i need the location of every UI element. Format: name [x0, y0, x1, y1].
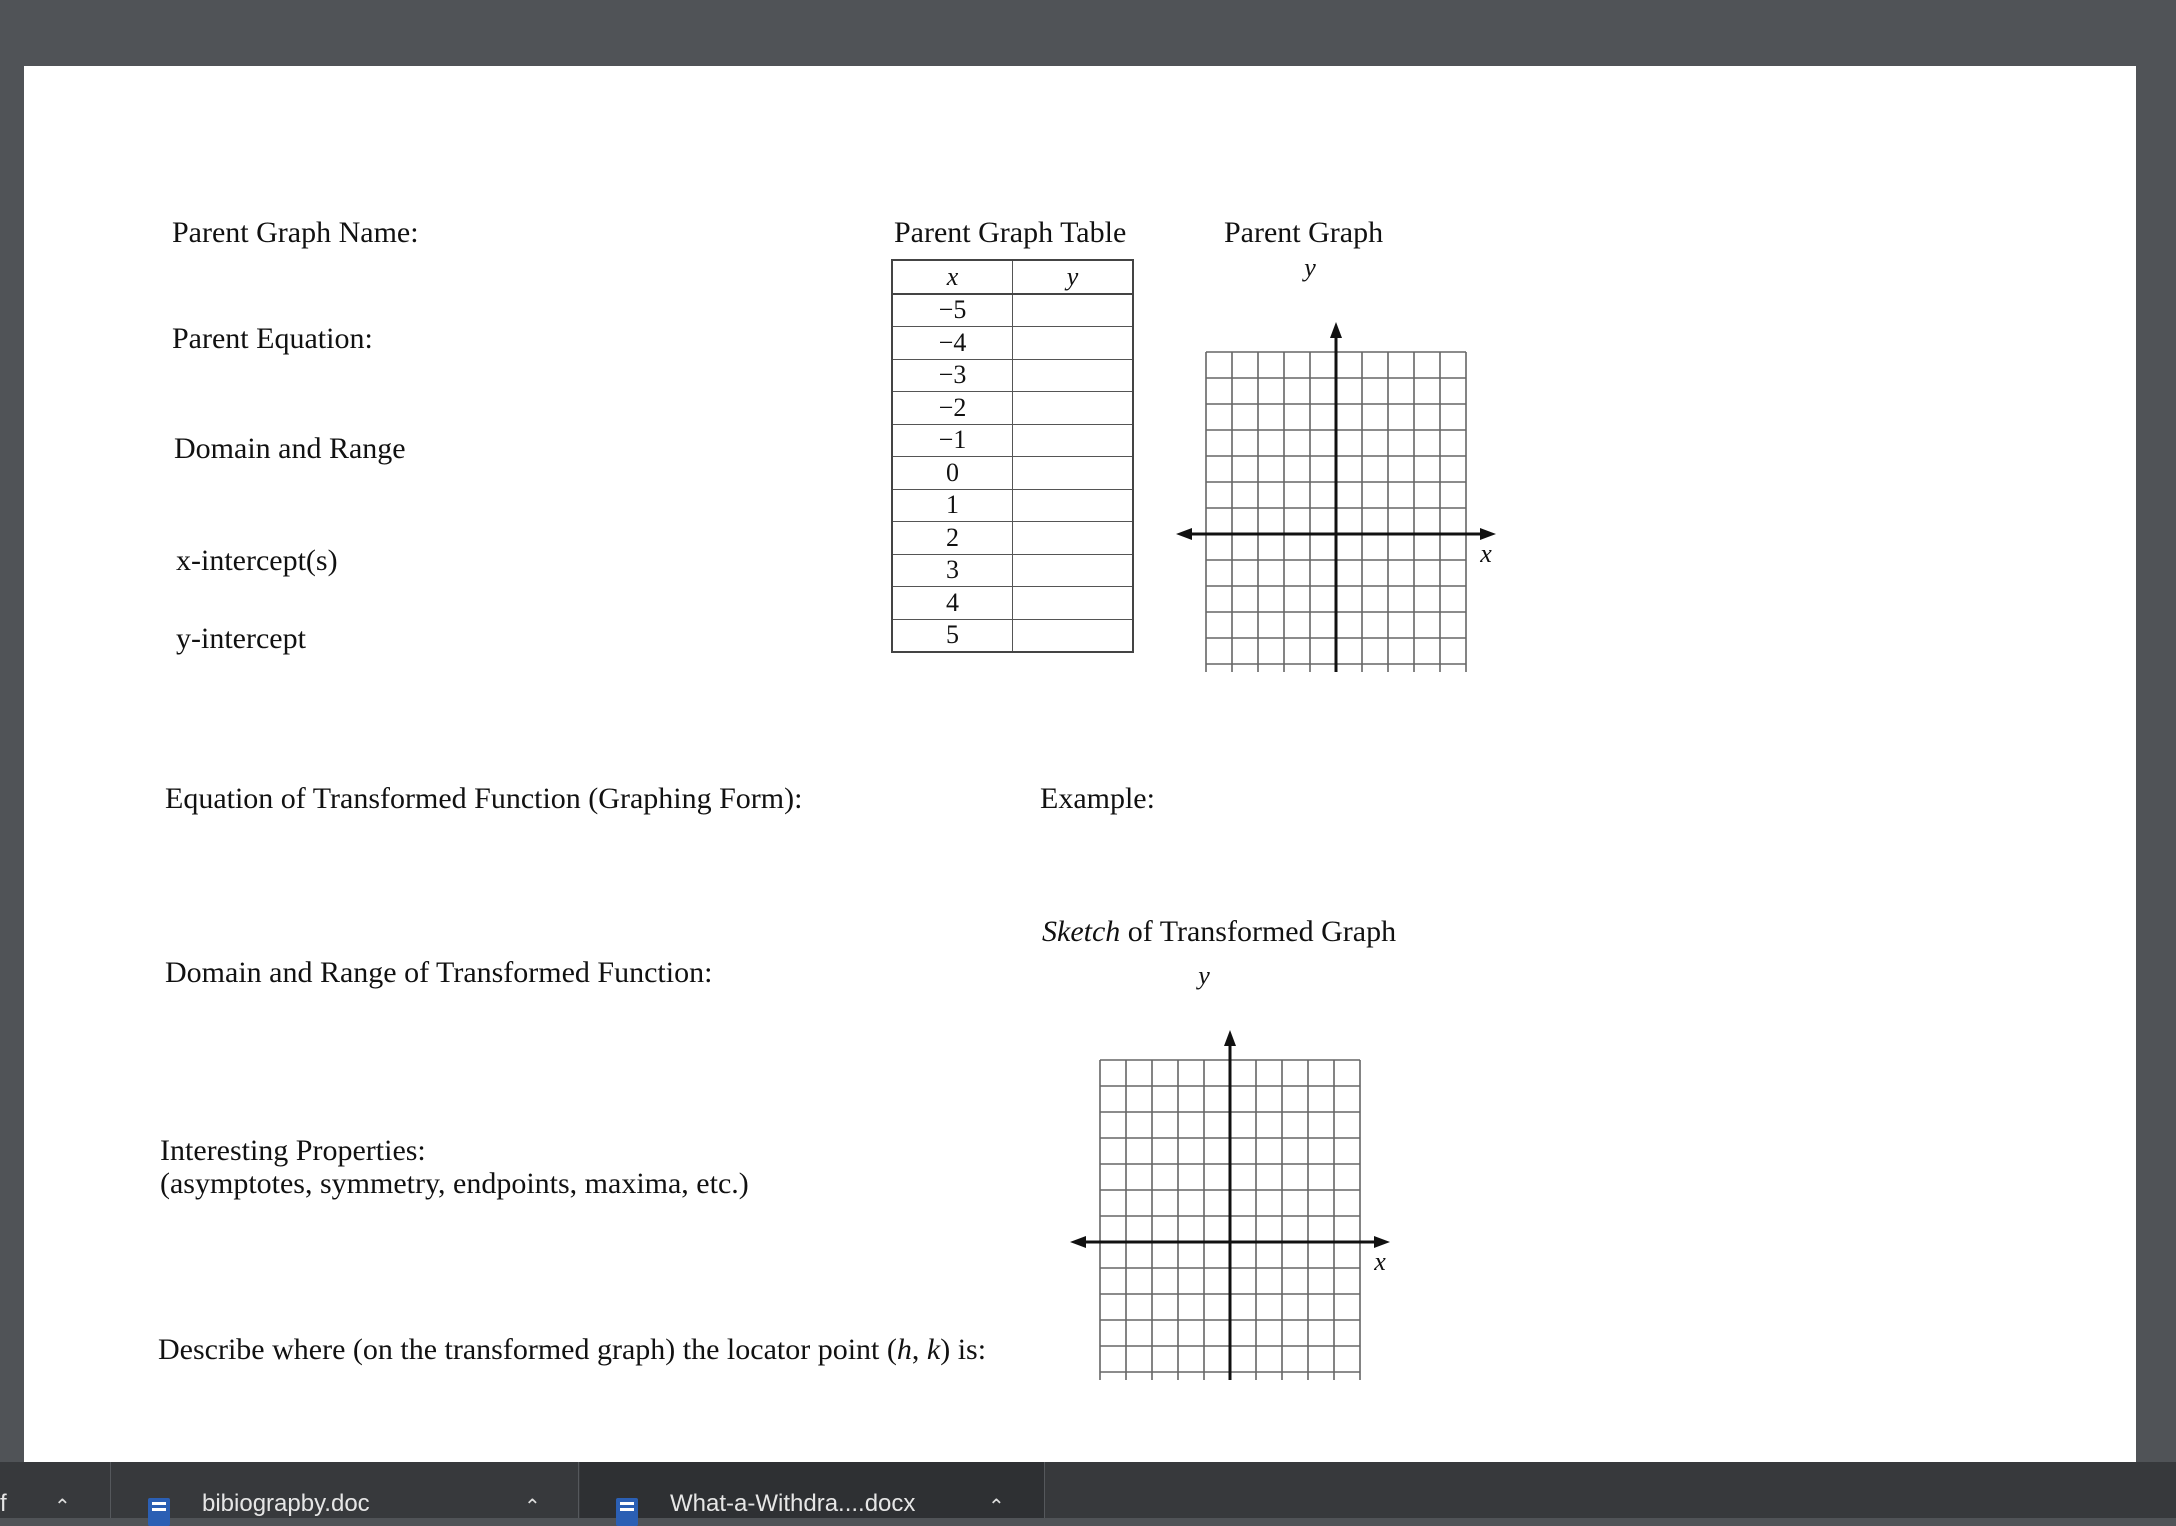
parent-table-title: Parent Graph Table: [894, 216, 1127, 249]
table-header-row: [892, 260, 1133, 294]
domain-range-transformed-label: Domain and Range of Transformed Function:: [165, 956, 713, 989]
table-header-y: y: [1013, 260, 1134, 294]
download-bar: [0, 1462, 2176, 1518]
table-cell-x: 0: [892, 457, 1013, 490]
table-row: [892, 587, 1133, 620]
transformed-graph-grid[interactable]: [1048, 960, 1398, 1380]
interesting-properties-sub: (asymptotes, symmetry, endpoints, maxima, etc.): [160, 1167, 749, 1200]
table-row: [892, 457, 1133, 490]
parent-graph-title: Parent Graph: [1224, 216, 1384, 249]
parent-graph-x-label: x: [1480, 539, 1492, 568]
transformed-graph-title: [1042, 915, 1396, 950]
describe-locator-label: [158, 1333, 986, 1368]
x-intercepts-label: x-intercept(s): [176, 544, 338, 577]
table-cell-x: −3: [892, 359, 1013, 392]
taskbar-item-file[interactable]: [0, 1462, 111, 1518]
table-cell-y[interactable]: [1013, 327, 1134, 360]
table-row: [892, 327, 1133, 360]
word-doc-icon: [148, 1498, 170, 1526]
table-cell-x: 1: [892, 489, 1013, 522]
parent-graph-grid[interactable]: [1154, 252, 1504, 672]
interesting-properties-label: Interesting Properties:: [160, 1134, 426, 1167]
chevron-up-icon[interactable]: ⌃: [524, 1496, 541, 1518]
parent-graph-table: [891, 259, 1134, 653]
table-cell-x: −5: [892, 294, 1013, 327]
table-row: [892, 359, 1133, 392]
table-cell-y[interactable]: [1013, 359, 1134, 392]
table-header-x: x: [892, 260, 1013, 294]
taskbar-item-label: f: [0, 1490, 7, 1517]
table-row: [892, 424, 1133, 457]
table-cell-x: 3: [892, 554, 1013, 587]
table-row: [892, 554, 1133, 587]
parent-graph-y-label: y: [1304, 253, 1316, 282]
transformed-graph-y-label: y: [1198, 961, 1210, 990]
transformed-graph-x-label: x: [1374, 1247, 1386, 1276]
parent-graph-name-label: Parent Graph Name:: [172, 216, 419, 249]
describe-suffix: ) is:: [940, 1333, 987, 1366]
table-cell-y[interactable]: [1013, 522, 1134, 555]
x-axis-arrow-left-icon: [1070, 1236, 1086, 1248]
table-cell-x: −2: [892, 392, 1013, 425]
table-cell-y[interactable]: [1013, 489, 1134, 522]
chevron-up-icon[interactable]: ⌃: [54, 1496, 71, 1518]
table-row: [892, 392, 1133, 425]
taskbar-item-label: bibiograpby.doc: [202, 1490, 370, 1517]
table-cell-y[interactable]: [1013, 424, 1134, 457]
table-row: [892, 489, 1133, 522]
example-label: Example:: [1040, 782, 1155, 815]
table-cell-y[interactable]: [1013, 294, 1134, 327]
k-variable: k: [926, 1333, 941, 1366]
table-row: [892, 619, 1133, 652]
table-cell-y[interactable]: [1013, 392, 1134, 425]
table-cell-y[interactable]: [1013, 457, 1134, 490]
taskbar-item-what-a-withdra[interactable]: [580, 1462, 1045, 1518]
chevron-up-icon[interactable]: ⌃: [988, 1496, 1005, 1518]
table-row: [892, 294, 1133, 327]
taskbar-item-label: What-a-Withdra....docx: [670, 1490, 916, 1517]
y-axis-arrow-up-icon: [1224, 1030, 1236, 1046]
taskbar-item-bibiograpby[interactable]: [112, 1462, 579, 1518]
table-row: [892, 522, 1133, 555]
sketch-word: Sketch: [1042, 915, 1121, 948]
y-intercept-label: y-intercept: [176, 622, 306, 655]
comma: ,: [911, 1333, 927, 1366]
table-cell-x: 2: [892, 522, 1013, 555]
table-cell-x: −4: [892, 327, 1013, 360]
table-cell-y[interactable]: [1013, 587, 1134, 620]
x-axis-arrow-left-icon: [1176, 528, 1192, 540]
table-cell-y[interactable]: [1013, 619, 1134, 652]
transformed-graph-title-rest: of Transformed Graph: [1120, 915, 1397, 948]
table-cell-x: 4: [892, 587, 1013, 620]
domain-range-label: Domain and Range: [174, 432, 406, 465]
equation-transformed-label: Equation of Transformed Function (Graphing Form):: [165, 782, 803, 815]
h-variable: h: [896, 1333, 912, 1366]
parent-equation-label: Parent Equation:: [172, 322, 373, 355]
y-axis-arrow-up-icon: [1330, 322, 1342, 338]
table-cell-x: −1: [892, 424, 1013, 457]
word-doc-icon: [616, 1498, 638, 1526]
describe-prefix: Describe where (on the transformed graph) the locator point (: [158, 1333, 897, 1366]
document-page: [24, 66, 2136, 1462]
table-cell-y[interactable]: [1013, 554, 1134, 587]
table-cell-x: 5: [892, 619, 1013, 652]
